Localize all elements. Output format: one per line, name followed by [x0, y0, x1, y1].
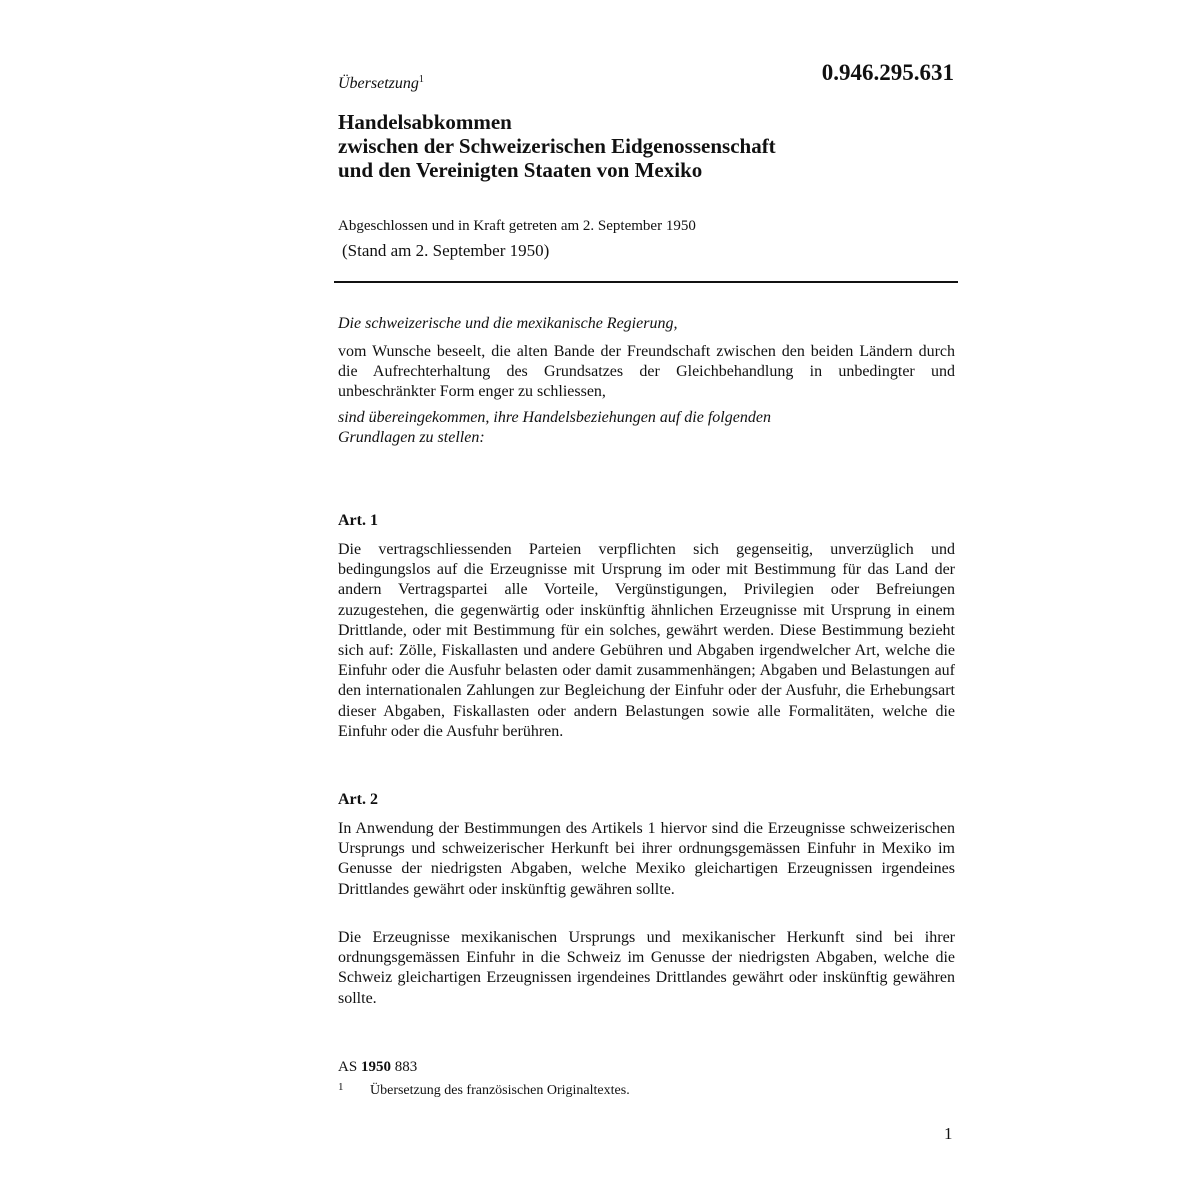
article-1-paragraph-1: Die vertragschliessenden Parteien verpflichten sich gegenseitig, unverzüglich und bedingungslos auf die Erzeugnisse mit Ursprung im oder mit Bestimmung für das Land der andern Vertragspartei alle Vorteile, Vergünstigungen, Privilegien oder Befreiungen zuzugestehen, die gegenwärtig oder inskünftig ähnlichen Erzeugnisse mit Ursprung in einem Drittlande, oder mit Bestimmung für ein solches, gewährt werden. Diese Bestimmung bezieht sich auf: Zölle, Fiskallasten und andere Gebühren und Abgaben irgendwelcher Art, welche die Einfuhr oder die Ausfuhr belasten oder damit zusammenhängen; Abgaben und Belastungen auf den internationalen Zahlungen zur Begleichung der Einfuhr oder der Ausfuhr, die Erhebungsart dieser Abgaben, Fiskallasten oder andern Belastungen sowie alle Formalitäten, welche die Einfuhr oder die Ausfuhr berühren.	[338, 541, 955, 740]
title-line-3: und den Vereinigten Staaten von Mexiko	[338, 158, 703, 182]
translation-label	[338, 74, 424, 93]
footnote	[338, 1081, 630, 1099]
as-reference	[338, 1059, 417, 1076]
article-1-heading: Art. 1	[338, 512, 378, 529]
title-line-1: Handelsabkommen	[338, 110, 512, 134]
footnote-text: Übersetzung des französischen Originaltextes.	[370, 1083, 630, 1098]
document-title	[338, 110, 958, 182]
article-2-paragraph-2: Die Erzeugnisse mexikanischen Ursprungs und mexikanischer Herkunft sind bei ihrer ordnungsgemässen Einfuhr in die Schweiz im Genusse der niedrigsten Abgaben, welche die Schweiz gleichartigen Erzeugnissen irgendeines Drittlandes gewährt oder inskünftig gewähren sollte.	[338, 929, 955, 1007]
translation-label-text: Übersetzung	[338, 75, 419, 92]
header-divider	[334, 281, 958, 283]
preamble-agreed: sind übereingekommen, ihre Handelsbeziehungen auf die folgenden Grundlagen zu stellen:	[338, 409, 771, 447]
page-number: 1	[944, 1124, 953, 1143]
concluded-date: Abgeschlossen und in Kraft getreten am 2. September 1950	[338, 218, 696, 234]
status-date: (Stand am 2. September 1950)	[342, 241, 550, 260]
as-page: 883	[394, 1059, 418, 1075]
footnote-reference[interactable]: 1	[418, 74, 424, 85]
title-line-2: zwischen der Schweizerischen Eidgenossenschaft	[338, 134, 776, 158]
article-2-heading: Art. 2	[338, 791, 378, 808]
as-year: 1950	[360, 1059, 391, 1075]
as-prefix: AS	[338, 1059, 358, 1075]
footnote-mark: 1	[338, 1081, 344, 1093]
preamble-wish: vom Wunsche beseelt, die alten Bande der Freundschaft zwischen den beiden Ländern durch die Aufrechterhaltung des Grundsatzes der Gleichbehandlung in unbedingter und unbeschränkter Form enger zu schliessen,	[338, 343, 955, 401]
preamble-parties: Die schweizerische und die mexikanische Regierung,	[338, 315, 678, 332]
sr-number: 0.946.295.631	[821, 60, 954, 85]
article-2-paragraph-1: In Anwendung der Bestimmungen des Artikels 1 hiervor sind die Erzeugnisse schweizerischen Ursprungs und schweizerischer Herkunft bei ihrer ordnungsgemässen Einfuhr in Mexiko im Genusse der niedrigsten Abgaben, welche Mexiko gleichartigen Erzeugnissen irgendeines Drittlandes gewährt oder inskünftig gewähren sollte.	[338, 820, 955, 898]
